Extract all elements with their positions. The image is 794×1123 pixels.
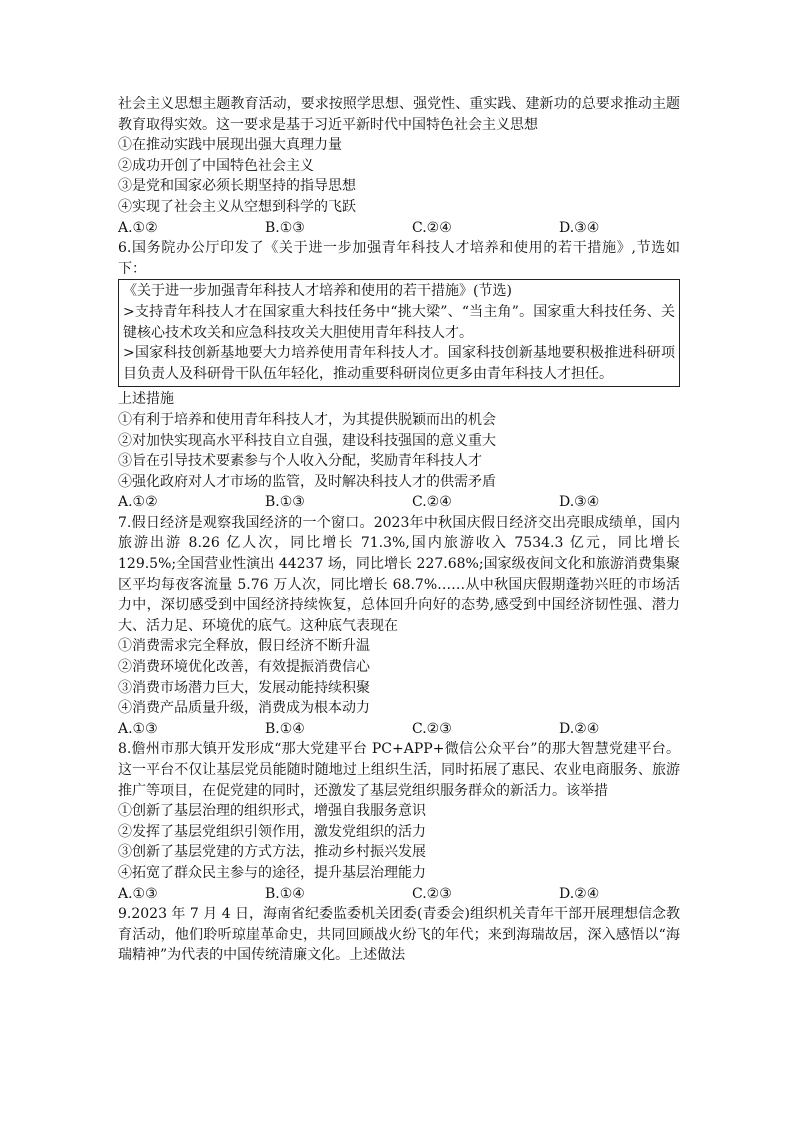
q5-item-3: ③是党和国家必须长期坚持的指导思想	[118, 178, 356, 195]
q7-options	[118, 719, 680, 740]
q6-option-c: C.②④	[412, 494, 452, 511]
q5-options	[118, 218, 680, 239]
q9-stem: 9.2023 年 7 月 4 日，海南省纪委监委机关团委(青委会)组织机关青年干部开展理想信念教育活动，他们聆听琼崖革命史，共同回顾战火纷飞的年代；来到海瑞故居，深入感悟以“海瑞精神”为代表的中国传统清廉文化。上述做法	[118, 906, 680, 964]
q8-item-4: ④拓宽了群众民主参与的途径，提升基层治理能力	[118, 864, 426, 881]
q8-item-1: ①创新了基层治理的组织形式，增强自我服务意识	[118, 803, 426, 820]
q8-option-a: A.①③	[118, 885, 158, 902]
q8-stem: 8.儋州市那大镇开发形成“那大党建平台 PC+APP+微信公众平台”的那大智慧党建平台。这一平台不仅让基层党员能随时随地过上组织生活，同时拓展了惠民、农业电商服务、旅游推广等项目，在促党建的同时，还激发了基层党组织服务群众的新活力。该举措	[118, 741, 680, 799]
q6-box-paragraph-1: >支持青年科技人才在国家重大科技任务中“挑大梁”、“当主角”。国家重大科技任务、关键核心技术攻关和应急科技攻关大胆使用青年科技人才。	[123, 303, 675, 341]
q6-item-1: ①有利于培养和使用青年科技人才，为其提供脱颖而出的机会	[118, 411, 496, 428]
q5-option-b: B.①③	[265, 219, 305, 236]
q8-option-c: C.②③	[412, 885, 452, 902]
q6-stem: 6.国务院办公厅印发了《关于进一步加强青年科技人才培养和使用的若干措施》,节选如下：	[118, 240, 680, 277]
q7-item-4: ④消费产品质量升级，消费成为根本动力	[118, 700, 370, 717]
q5-stem: 社会主义思想主题教育活动，要求按照学思想、强党性、重实践、建新功的总要求推动主题教育取得实效。这一要求是基于习近平新时代中国特色社会主义思想	[118, 96, 680, 133]
q6-options	[118, 492, 680, 513]
q8-options	[118, 884, 680, 905]
q5-option-d: D.③④	[559, 219, 600, 236]
q5-item-4: ④实现了社会主义从空想到科学的飞跃	[118, 198, 356, 215]
q6-excerpt-box	[118, 279, 680, 387]
q6-box-title: 《关于进一步加强青年科技人才培养和使用的若干措施》(节选)	[123, 283, 512, 300]
q8-option-d: D.②④	[559, 885, 600, 902]
q6-option-a: A.①②	[118, 494, 158, 511]
q7-item-1: ①消费需求完全释放，假日经济不断升温	[118, 638, 370, 655]
q6-item-2: ②对加快实现高水平科技自立自强，建设科技强国的意义重大	[118, 432, 496, 449]
q7-item-3: ③消费市场潜力巨大，发展动能持续积聚	[118, 679, 370, 696]
q6-option-b: B.①③	[265, 494, 305, 511]
q7-option-a: A.①③	[118, 720, 158, 737]
q8-option-b: B.①④	[265, 885, 305, 902]
q5-item-1: ①在推动实践中展现出强大真理力量	[118, 137, 342, 154]
q7-option-b: B.①④	[265, 720, 305, 737]
q6-item-4: ④强化政府对人才市场的监管，及时解决科技人才的供需矛盾	[118, 473, 496, 490]
q5-option-c: C.②④	[412, 219, 452, 236]
q6-lead: 上述措施	[118, 391, 174, 408]
q6-option-d: D.③④	[559, 494, 600, 511]
q5-option-a: A.①②	[118, 219, 158, 236]
q7-option-c: C.②③	[412, 720, 452, 737]
q6-box-paragraph-2: >国家科技创新基地要大力培养使用青年科技人才。国家科技创新基地要积极推进科研项目负责人及科研骨干队伍年轻化，推动重要科研岗位更多由青年科技人才担任。	[123, 345, 675, 382]
q7-stem: 7.假日经济是观察我国经济的一个窗口。2023年中秋国庆假日经济交出亮眼成绩单，国内旅游出游 8.26 亿人次，同比增长 71.3%,国内旅游收入 7534.3 亿元，同比增长 129.5%;全国营业性演出 44237 场，同比增长 227.68%;国家级夜间文化和旅游消费集聚区平均每夜客流量 5.76 万人次，同比增长 68.7%……从中秋国庆假期蓬勃兴旺的市场活力中，深切感受到中国经济持续恢复，总体回升向好的态势,感受到中国经济韧性强、潜力大、活力足、环境优的底气。这种底气表现在	[118, 514, 680, 634]
q8-item-2: ②发挥了基层党组织引领作用，激发党组织的活力	[118, 823, 426, 840]
q5-item-2: ②成功开创了中国特色社会主义	[118, 157, 314, 174]
q6-item-3: ③旨在引导技术要素参与个人收入分配，奖励青年科技人才	[118, 453, 482, 470]
q8-item-3: ③创新了基层党建的方式方法，推动乡村振兴发展	[118, 844, 426, 861]
q7-option-d: D.②④	[559, 720, 600, 737]
question-content	[118, 94, 680, 966]
q7-item-2: ②消费环境优化改善，有效提振消费信心	[118, 659, 370, 676]
